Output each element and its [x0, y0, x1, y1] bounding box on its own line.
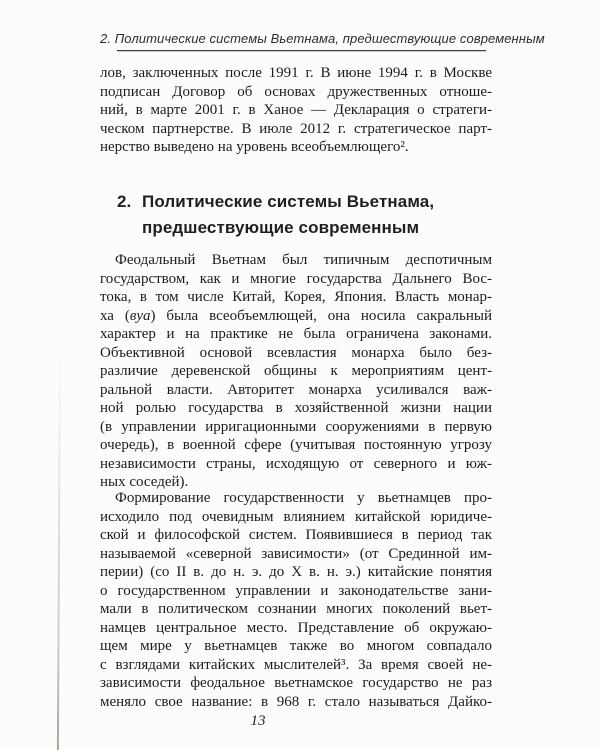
section-title-line-1: Политические системы Вьетнама, — [142, 192, 435, 211]
section-heading — [117, 189, 434, 241]
text-line: ской и философской систем. Появившиеся в период так — [100, 527, 492, 543]
text-line: (в управлении ирригационными сооружениями в первую — [100, 418, 492, 435]
section-title — [142, 189, 434, 241]
paragraph-treaties — [100, 64, 492, 157]
text-line: различие деревенской общины к мероприятиям цент- — [100, 363, 492, 379]
paragraph-statehood-formation — [100, 489, 492, 711]
text-line: щем мире у вьетнамцев также во многом совпадало — [100, 638, 492, 654]
text-line: исходило под очевидным влиянием китайской юридиче- — [100, 508, 492, 525]
text-line: перии) (со II в. до н. э. до X в. н. э.) китайские понятия — [100, 564, 492, 580]
text-line: лов, заключенных после 1991 г. В июне 1994 г. в Москве — [100, 65, 492, 81]
text-line: очередь), в военной сфере (учитывая постоянную угрозу — [100, 437, 492, 453]
running-head: 2. Политические системы Вьетнама, предшествующие современным — [100, 31, 545, 46]
text-line: ных соседей). — [100, 474, 189, 490]
text-line: с взглядами китайских мыслителей³. За время своей не- — [100, 656, 492, 673]
section-number: 2. — [117, 192, 132, 211]
text-line: характер и на практике не была ограничена законами. — [100, 326, 492, 342]
text-line: мали в политическом сознании многих поколений вьет- — [100, 601, 492, 617]
text-line: Объективной основой всевластия монарха было без- — [100, 344, 492, 361]
text-line: подписан Договор об основах дружественных отноше- — [100, 83, 492, 100]
text-line: государством, как и многие государства Дальнего Вос- — [100, 270, 492, 287]
text-line: тока, в том числе Китай, Корея, Япония. Власть монар- — [100, 289, 492, 305]
section-title-line-2: предшествующие современным — [142, 218, 420, 237]
text-line: независимости страны, исходящую от северного и юж- — [100, 455, 492, 472]
page-number: 13 — [250, 713, 266, 729]
text-line: ческом партнерстве. В июле 2012 г. стратегическое парт- — [100, 120, 492, 137]
text-line: меняло свое название: в 968 г. стало называться Дайко- — [100, 693, 492, 710]
text-line: ной ролью государства в хозяйственной жизни нации — [100, 400, 492, 416]
text-line: Феодальный Вьетнам был типичным деспотичным — [115, 252, 492, 268]
text-line: нерство выведено на уровень всеобъемлющего². — [100, 139, 409, 155]
header-rule — [117, 50, 486, 51]
text-line: ний, в марте 2001 г. в Ханое — Декларация о стратеги- — [100, 102, 492, 118]
text-line: о государственном управлении и законодательстве зани- — [100, 582, 492, 599]
text-line: Формирование государственности у вьетнамцев про- — [115, 490, 492, 506]
text-line: намцев центральное место. Представление об окружаю- — [100, 619, 492, 636]
text-line: ха (вуа) была всеобъемлющей, она носила сакральный — [100, 307, 492, 324]
paragraph-feudal-vietnam — [100, 251, 492, 492]
text-line: зависимости феодальное вьетнамское государство не раз — [100, 675, 492, 691]
page-edge-shadow — [57, 347, 61, 750]
text-line: ральной власти. Авторитет монарха усиливался важ- — [100, 381, 492, 398]
text-line: называемой «северной зависимости» (от Срединной им- — [100, 545, 492, 562]
